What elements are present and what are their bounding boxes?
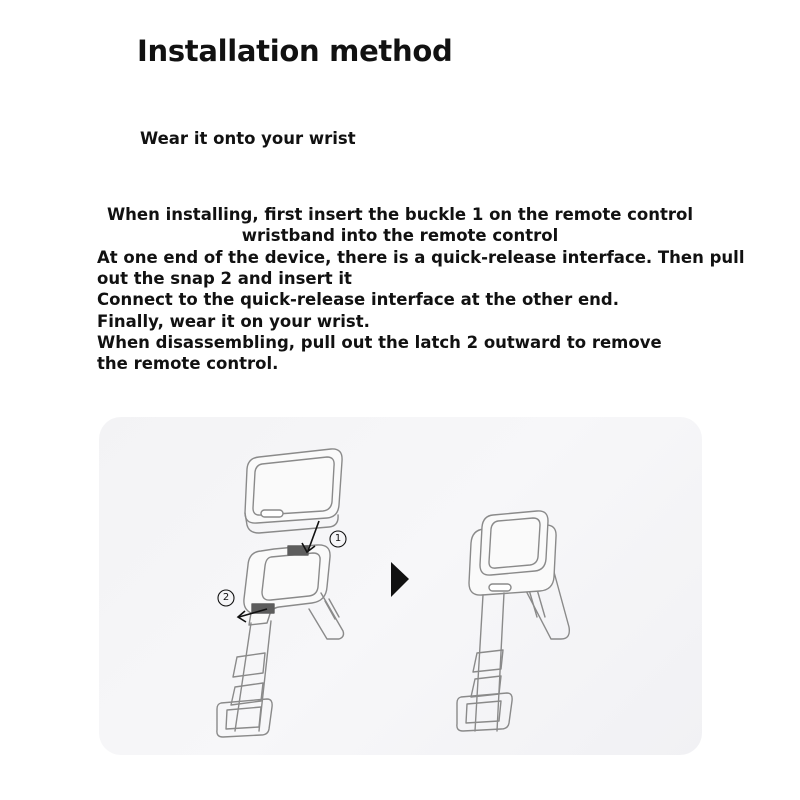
section-subtitle: Wear it onto your wrist [140, 129, 356, 148]
instruction-line-7: When disassembling, pull out the latch 2 outward to remove [97, 333, 662, 352]
instruction-line-3: At one end of the device, there is a quick-release interface. Then pull [97, 248, 745, 267]
step-1-label: 1 [334, 533, 342, 544]
assembled-watch-icon [457, 511, 569, 731]
installation-diagram [99, 417, 702, 755]
instruction-line-8: the remote control. [97, 354, 279, 373]
step-2-label: 2 [222, 592, 230, 603]
instruction-line-4: out the snap 2 and insert it [97, 269, 352, 288]
illustration-panel [99, 417, 702, 755]
instruction-line-2: wristband into the remote control [241, 226, 559, 245]
play-arrow-icon [391, 562, 409, 597]
instruction-line-5: Connect to the quick-release interface at the other end. [97, 290, 619, 309]
instruction-line-6: Finally, wear it on your wrist. [97, 312, 370, 331]
device-unit-icon [245, 449, 342, 533]
strap-frame-icon [217, 545, 344, 737]
instruction-line-1: When installing, first insert the buckle 1 on the remote control [106, 205, 694, 224]
page-title: Installation method [137, 34, 453, 68]
